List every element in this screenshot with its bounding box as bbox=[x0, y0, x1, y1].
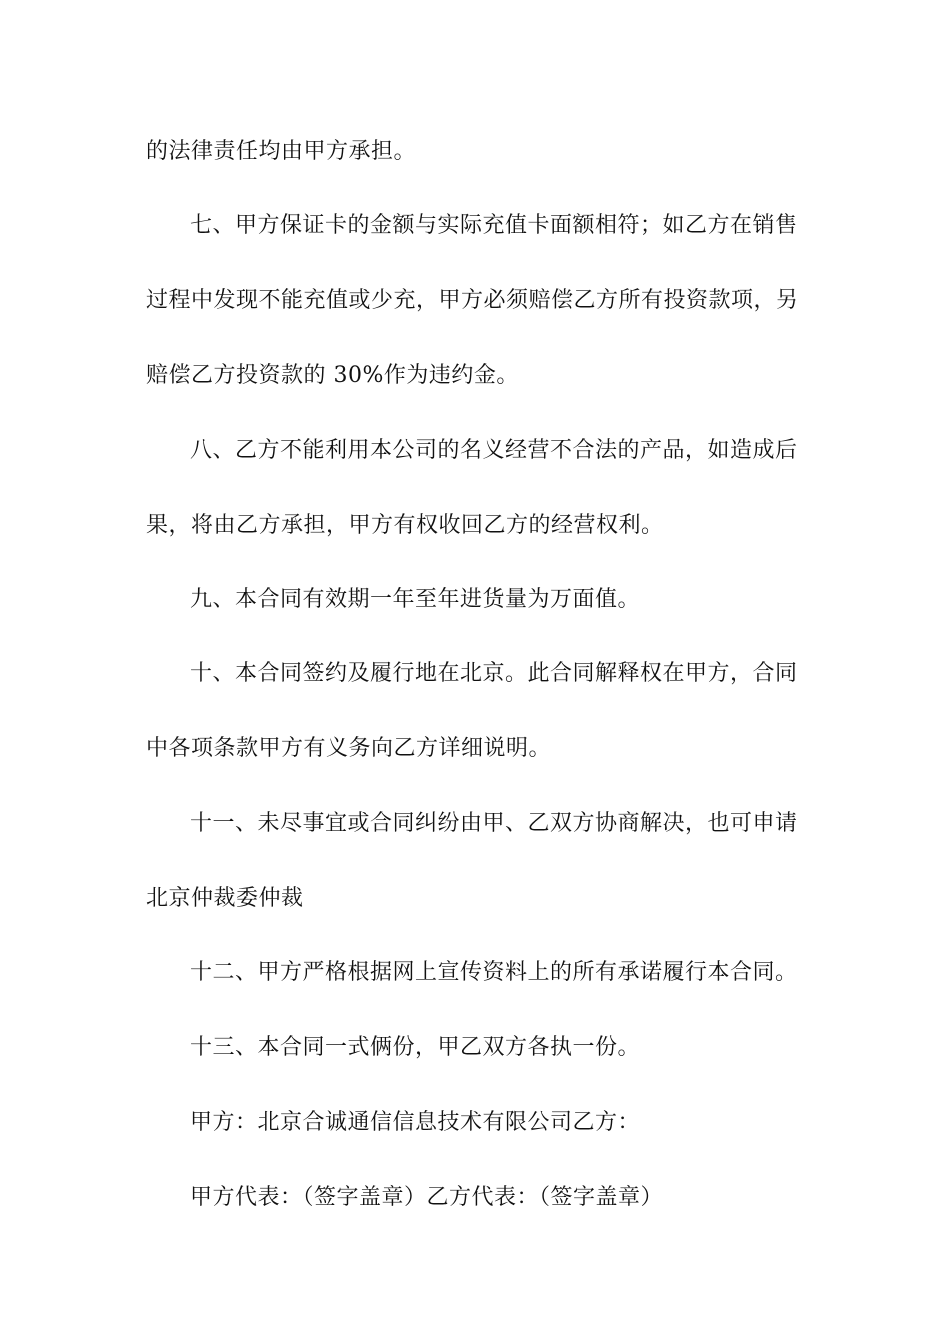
clause-8-line-2: 果，将由乙方承担，甲方有权收回乙方的经营权利。 bbox=[146, 513, 664, 538]
clause-10-line-1: 十、本合同签约及履行地在北京。此合同解释权在甲方，合同 bbox=[190, 661, 798, 686]
clause-7-line-2: 过程中发现不能充值或少充，甲方必须赔偿乙方所有投资款项，另 bbox=[146, 288, 799, 313]
clause-11-line-2: 北京仲裁委仲裁 bbox=[146, 886, 304, 911]
representative-line: 甲方代表：（签字盖章）乙方代表：（签字盖章） bbox=[190, 1185, 664, 1210]
clause-7-line-3: 赔偿乙方投资款的 30%作为违约金。 bbox=[146, 363, 519, 388]
clause-7-line-1: 七、甲方保证卡的金额与实际充值卡面额相符；如乙方在销售 bbox=[190, 213, 798, 238]
clause-11-line-1: 十一、未尽事宜或合同纠纷由甲、乙双方协商解决，也可申请 bbox=[190, 811, 798, 836]
clause-8-line-1: 八、乙方不能利用本公司的名义经营不合法的产品，如造成后 bbox=[190, 438, 798, 463]
clause-9-line-1: 九、本合同有效期一年至年进货量为万面值。 bbox=[190, 587, 641, 612]
text-line-1: 的法律责任均由甲方承担。 bbox=[146, 139, 417, 164]
clause-12-line-1: 十二、甲方严格根据网上宣传资料上的所有承诺履行本合同。 bbox=[190, 960, 798, 985]
clause-13-line-1: 十三、本合同一式俩份，甲乙双方各执一份。 bbox=[190, 1035, 641, 1060]
party-line: 甲方：北京合诚通信信息技术有限公司乙方： bbox=[190, 1110, 641, 1135]
clause-10-line-2: 中各项条款甲方有义务向乙方详细说明。 bbox=[146, 736, 552, 761]
